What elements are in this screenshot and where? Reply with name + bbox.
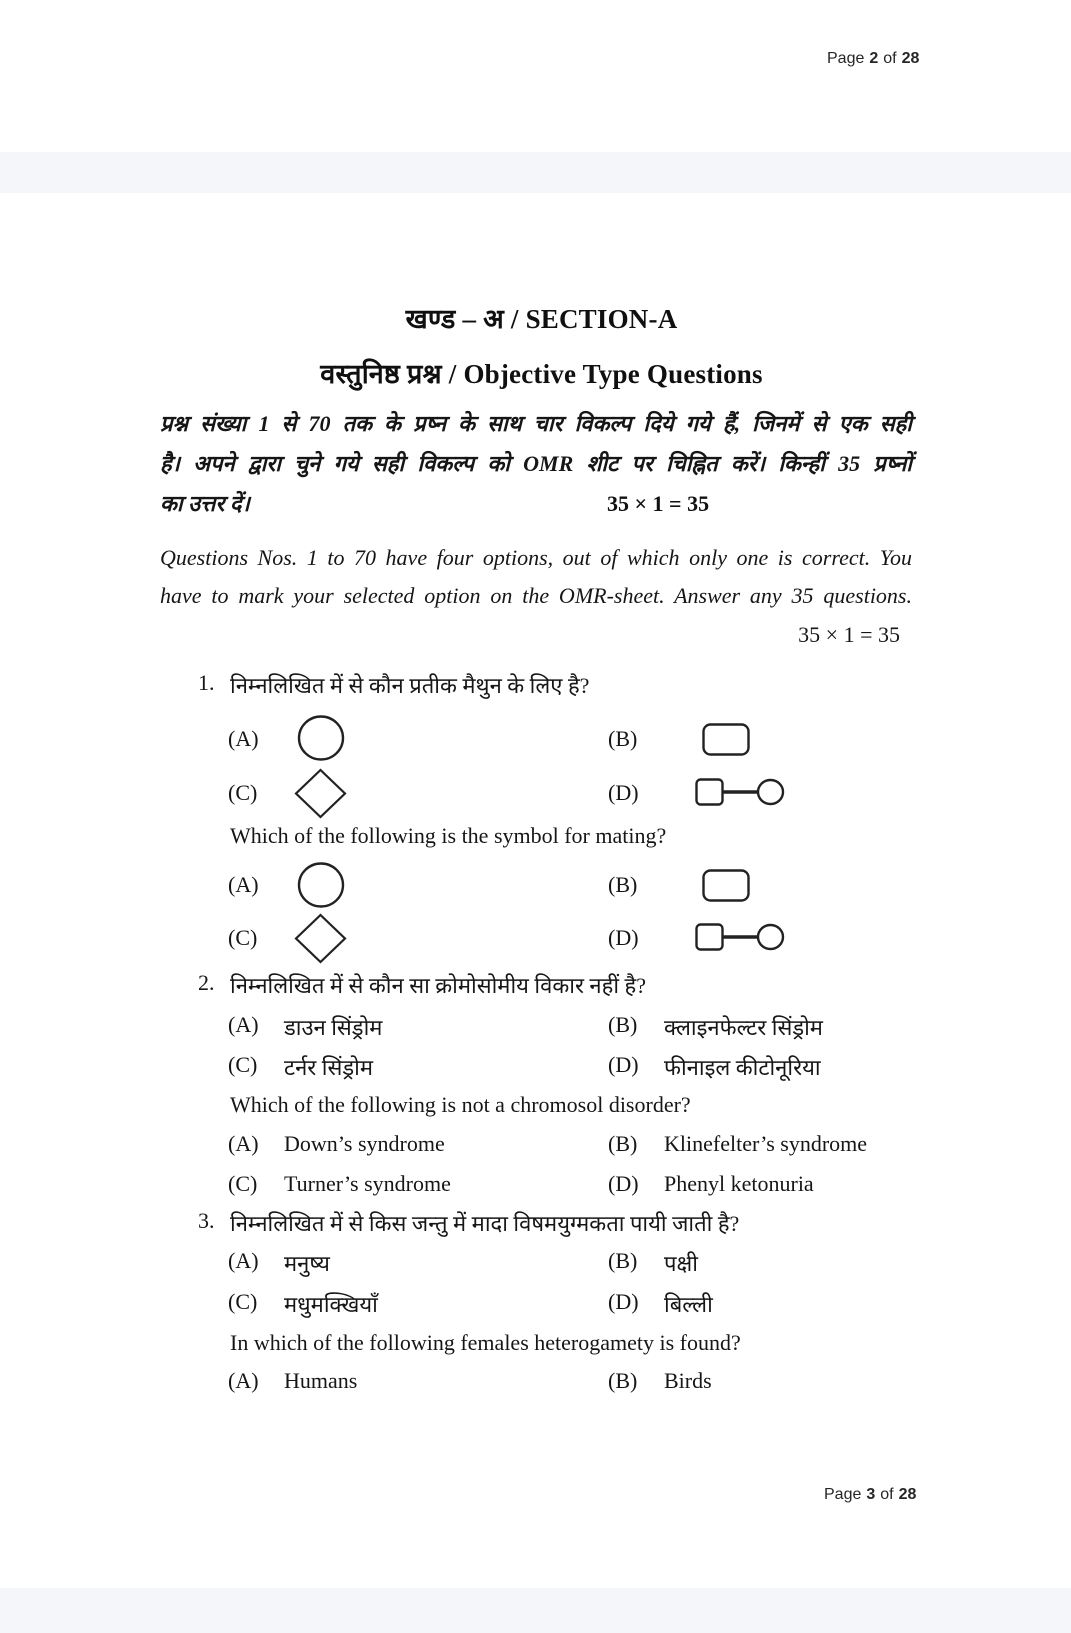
question-3-option-c-hindi: मधुमक्खियाँ [284, 1292, 378, 1317]
page-word: Page [824, 1486, 862, 1503]
option-b-label: (B) [608, 1131, 638, 1156]
option-c-label: (C) [228, 1171, 258, 1196]
question-2-number: 2. [198, 970, 215, 995]
rounded-square-symbol [702, 869, 750, 902]
question-3-options-hindi-row-ab [0, 1248, 1071, 1284]
question-3-option-d-hindi: बिल्ली [664, 1292, 713, 1317]
question-2-options-hindi-row-cd [0, 1052, 1071, 1088]
page-of-word: of [880, 1486, 894, 1503]
option-a-label: (A) [228, 726, 259, 751]
bottom-page-gap-band [0, 1588, 1071, 1633]
hindi-instructions-line-1: प्रश्न संख्या 1 से 70 तक के प्रष्न के साथ चार विकल्प दिये गये हैं, जिनमें से एक सही [160, 411, 912, 436]
question-2-option-b-hindi: क्लाइनफेल्टर सिंड्रोम [664, 1015, 823, 1040]
question-3-option-b-english: Birds [664, 1368, 712, 1393]
page-bottom-indicator [824, 1486, 916, 1504]
option-d-label: (D) [608, 1171, 639, 1196]
option-b-label: (B) [608, 1012, 638, 1037]
question-2-option-c-english: Turner’s syndrome [284, 1171, 451, 1196]
english-instructions-line-1: Questions Nos. 1 to 70 have four options, out of which only one is correct. You [160, 545, 912, 570]
option-a-label: (A) [228, 1131, 259, 1156]
question-3-text-hindi: निम्नलिखित में से किस जन्तु में मादा विषमयुग्मकता पायी जाती है? [230, 1211, 740, 1236]
option-c-label: (C) [228, 1289, 258, 1314]
option-a-label: (A) [228, 1012, 259, 1037]
question-2-text-hindi: निम्नलिखित में से कौन सा क्रोमोसोमीय विकार नहीं है? [230, 973, 646, 998]
option-c-label: (C) [228, 1052, 258, 1077]
question-3-number: 3. [198, 1208, 215, 1233]
english-marks-scheme: 35 × 1 = 35 [798, 622, 900, 647]
question-2-options-hindi-row-ab [0, 1012, 1071, 1048]
circle-symbol [297, 714, 345, 762]
top-page-gap-band [0, 152, 1071, 193]
option-b-label: (B) [608, 726, 638, 751]
diamond-symbol [294, 913, 347, 964]
question-1-text-hindi: निम्नलिखित में से कौन प्रतीक मैथुन के लिए है? [230, 673, 590, 698]
question-3-options-hindi-row-cd [0, 1289, 1071, 1325]
question-1-text-english: Which of the following is the symbol for mating? [230, 823, 667, 848]
option-a-label: (A) [228, 1248, 259, 1273]
page-current-number: 2 [869, 50, 879, 67]
option-c-label: (C) [228, 780, 258, 805]
diamond-symbol [294, 768, 347, 819]
option-a-label: (A) [228, 872, 259, 897]
question-2-option-b-english: Klinefelter’s syndrome [664, 1131, 868, 1156]
section-title: खण्ड – अ / SECTION-A [405, 304, 678, 334]
question-3-option-a-hindi: मनुष्य [284, 1251, 330, 1276]
circle-symbol [297, 861, 345, 909]
question-2-option-a-english: Down’s syndrome [284, 1131, 445, 1156]
question-2-option-d-english: Phenyl ketonuria [664, 1171, 814, 1196]
question-3-option-a-english: Humans [284, 1368, 358, 1393]
section-subtitle: वस्तुनिष्ठ प्रश्न / Objective Type Questions [320, 359, 763, 389]
question-1-number: 1. [198, 670, 215, 695]
hindi-instructions-line-3: का उत्तर दें। [160, 491, 250, 516]
option-d-label: (D) [608, 925, 639, 950]
question-1-symbol-row-ab-english [0, 857, 1071, 913]
option-d-label: (D) [608, 1289, 639, 1314]
option-b-label: (B) [608, 1368, 638, 1393]
page-word: Page [827, 50, 865, 67]
page-total-number: 28 [898, 1486, 917, 1503]
hindi-marks-scheme: 35 × 1 = 35 [607, 491, 710, 516]
question-2-text-english: Which of the following is not a chromosol disorder? [230, 1092, 691, 1117]
page-current-number: 3 [866, 1486, 876, 1503]
english-instructions-line-2: have to mark your selected option on the OMR-sheet. Answer any 35 questions. [160, 583, 912, 608]
option-d-label: (D) [608, 780, 639, 805]
question-3-option-b-hindi: पक्षी [664, 1251, 698, 1276]
mating-pair-symbol [695, 922, 785, 952]
question-3-options-english-row-ab [0, 1368, 1071, 1404]
question-1-symbol-row-cd [0, 766, 1071, 822]
question-2-option-d-hindi: फीनाइल कीटोनूरिया [664, 1055, 821, 1080]
page-of-word: of [883, 50, 897, 67]
question-2-options-english-row-ab [0, 1131, 1071, 1167]
question-1-symbol-row-ab [0, 710, 1071, 766]
question-3-text-english: In which of the following females heterogamety is found? [230, 1330, 741, 1355]
option-b-label: (B) [608, 1248, 638, 1273]
page-top-indicator [827, 50, 919, 68]
page-total-number: 28 [901, 50, 920, 67]
question-2-options-english-row-cd [0, 1171, 1071, 1207]
question-1-symbol-row-cd-english [0, 910, 1071, 966]
option-a-label: (A) [228, 1368, 259, 1393]
mating-pair-symbol [695, 777, 785, 807]
rounded-square-symbol [702, 723, 750, 756]
question-2-option-c-hindi: टर्नर सिंड्रोम [284, 1055, 373, 1080]
hindi-instructions-line-2: है। अपने द्वारा चुने गये सही विकल्प को OMR शीट पर चिह्नित करें। किन्हीं 35 प्रष्नों [160, 451, 912, 476]
option-c-label: (C) [228, 925, 258, 950]
option-d-label: (D) [608, 1052, 639, 1077]
question-2-option-a-hindi: डाउन सिंड्रोम [284, 1015, 383, 1040]
option-b-label: (B) [608, 872, 638, 897]
